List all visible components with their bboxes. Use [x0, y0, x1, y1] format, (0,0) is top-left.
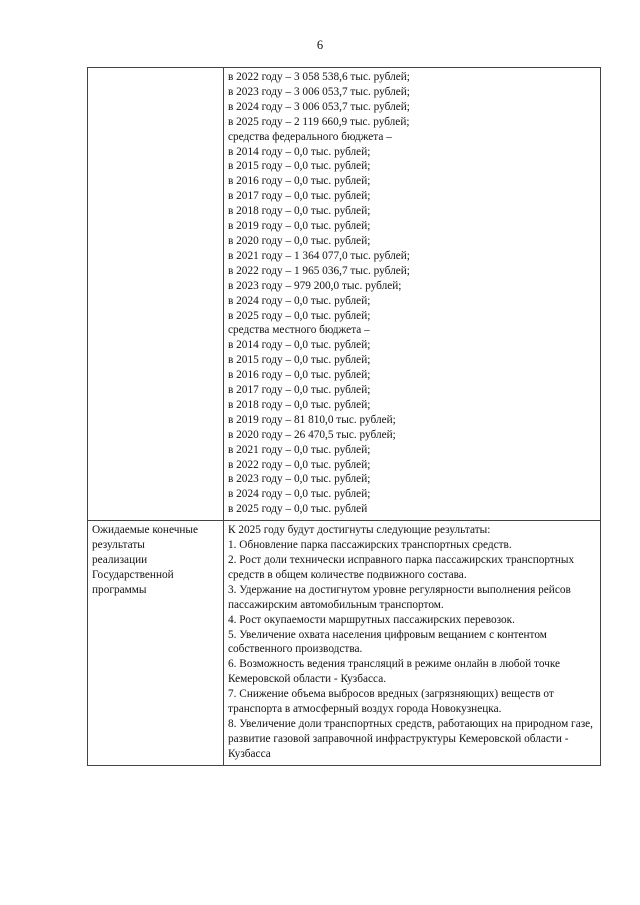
financing-line: в 2025 году – 0,0 тыс. рублей; — [228, 309, 371, 322]
page-number: 6 — [316, 38, 324, 52]
financing-line: в 2016 году – 0,0 тыс. рублей; — [228, 175, 371, 188]
financing-line: в 2023 году – 0,0 тыс. рублей; — [228, 473, 371, 486]
result-item: 2. Рост доли технически исправного парка пассажирских транспортных средств в общем количестве подвижного состава. — [228, 554, 575, 581]
expected-results-cell — [224, 521, 601, 766]
result-item: 1. Обновление парка пассажирских транспортных средств. — [228, 539, 512, 552]
financing-line: в 2022 году – 1 965 036,7 тыс. рублей; — [228, 264, 410, 277]
financing-line: в 2016 году – 0,0 тыс. рублей; — [228, 369, 371, 382]
financing-line: в 2022 году – 3 058 538,6 тыс. рублей; — [228, 71, 410, 83]
financing-line: в 2018 году – 0,0 тыс. рублей; — [228, 205, 371, 218]
financing-line: в 2019 году – 0,0 тыс. рублей; — [228, 220, 371, 233]
financing-line: в 2024 году – 3 006 053,7 тыс. рублей; — [228, 100, 410, 113]
financing-line: в 2023 году – 979 200,0 тыс. рублей; — [228, 279, 402, 292]
financing-line: в 2018 году – 0,0 тыс. рублей; — [228, 398, 371, 411]
financing-line: в 2022 году – 0,0 тыс. рублей; — [228, 458, 371, 471]
local-budget-heading: средства местного бюджета – — [228, 324, 370, 337]
financing-line: в 2025 году – 2 119 660,9 тыс. рублей; — [228, 115, 410, 128]
result-item: 4. Рост окупаемости маршрутных пассажирских перевозок. — [228, 613, 515, 626]
financing-line: в 2014 году – 0,0 тыс. рублей; — [228, 145, 371, 158]
table-row-expected-results — [88, 521, 601, 766]
result-item: 3. Удержание на достигнутом уровне регулярности выполнения рейсов пассажирским автомобильным транспортом. — [228, 583, 571, 611]
result-item: 6. Возможность ведения трансляций в режиме онлайн в любой точке Кемеровской области - Кузбасса. — [228, 658, 561, 686]
federal-budget-heading: средства федерального бюджета – — [228, 130, 392, 143]
row-label-empty — [88, 68, 224, 521]
financing-line: в 2021 году – 1 364 077,0 тыс. рублей; — [228, 249, 410, 262]
financing-line: в 2017 году – 0,0 тыс. рублей; — [228, 190, 371, 203]
label-line: Государственной — [92, 568, 174, 581]
financing-line: в 2014 году – 0,0 тыс. рублей; — [228, 339, 371, 352]
financing-cell — [224, 68, 601, 521]
financing-line: в 2015 году – 0,0 тыс. рублей; — [228, 354, 371, 367]
financing-line: в 2019 году – 81 810,0 тыс. рублей; — [228, 413, 396, 426]
result-item: 8. Увеличение доли транспортных средств, работающих на природном газе, развитие газовой заправочной инфраструктуры Кемеровской области - Кузбасса — [228, 717, 594, 760]
financing-line: в 2017 году – 0,0 тыс. рублей; — [228, 384, 371, 397]
financing-line: в 2024 году – 0,0 тыс. рублей; — [228, 294, 371, 307]
financing-line: в 2020 году – 0,0 тыс. рублей; — [228, 234, 371, 247]
financing-line: в 2025 году – 0,0 тыс. рублей — [228, 503, 368, 516]
result-item: 5. Увеличение охвата населения цифровым вещанием с контентом собственного производства. — [228, 628, 547, 656]
financing-line: в 2015 году – 0,0 тыс. рублей; — [228, 160, 371, 173]
label-line: результаты — [92, 539, 145, 552]
row-label-expected-results — [88, 521, 224, 766]
program-passport-table — [87, 67, 601, 766]
label-line: Ожидаемые конечные — [92, 524, 199, 537]
label-line: реализации — [92, 554, 148, 566]
financing-line: в 2023 году – 3 006 053,7 тыс. рублей; — [228, 85, 410, 98]
results-intro: К 2025 году будут достигнуты следующие результаты: — [228, 524, 491, 537]
label-line: программы — [92, 583, 147, 596]
result-item: 7. Снижение объема выбросов вредных (загрязняющих) веществ от транспорта в атмосферный воздух города Новокузнецка. — [228, 688, 554, 716]
financing-line: в 2021 году – 0,0 тыс. рублей; — [228, 443, 371, 456]
financing-line: в 2020 году – 26 470,5 тыс. рублей; — [228, 428, 396, 441]
financing-line: в 2024 году – 0,0 тыс. рублей; — [228, 488, 371, 501]
table-row-financing — [88, 68, 601, 521]
